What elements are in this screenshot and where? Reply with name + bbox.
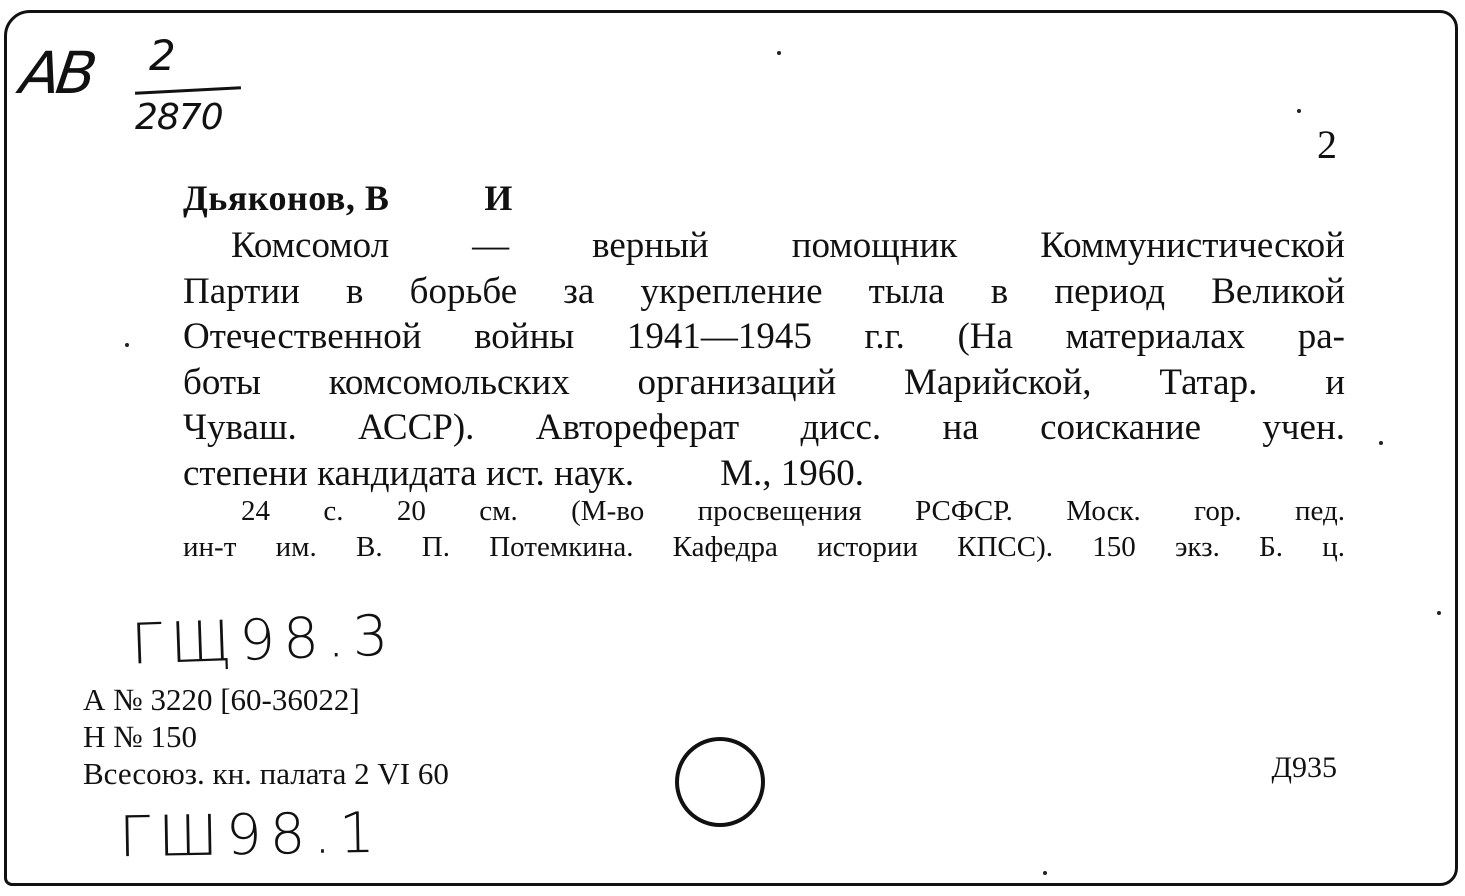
- card-punch-hole: [675, 737, 765, 827]
- scan-speck: [125, 343, 129, 347]
- fraction-numerator: 2: [149, 31, 176, 80]
- imprint-block: [83, 681, 449, 792]
- scan-speck: [777, 51, 781, 55]
- index-code: Д935: [1271, 751, 1337, 784]
- imprint-line: А № 3220 [60-36022]: [83, 682, 360, 717]
- handwritten-shelf-mark: ГЩ98.3: [129, 603, 398, 678]
- physical-line: 24 с. 20 см. (М-во просвещения РСФСР. Моск. гор. пед.: [241, 495, 1345, 527]
- description-text: степени кандидата ист. наук.: [183, 452, 635, 494]
- description-line: Чуваш. АССР). Автореферат дисс. на соискание учен.: [183, 407, 1345, 448]
- fraction-denominator: 2870: [135, 97, 223, 138]
- physical-description: [183, 493, 1345, 565]
- imprint-line: Всесоюз. кн. палата 2 VI 60: [83, 756, 449, 791]
- description-line: Партии в борьбе за укрепление тыла в период Великой: [183, 270, 1345, 312]
- description-line: Отечественной войны 1941—1945 г.г. (На материалах ра-: [183, 316, 1345, 357]
- handwritten-shelf-mark-2: ГШ98.1: [118, 800, 384, 871]
- handwritten-fraction: [135, 31, 245, 151]
- fraction-bar: [135, 86, 241, 95]
- scan-speck: [1043, 871, 1047, 875]
- scan-speck: [1437, 611, 1441, 615]
- physical-line: ин-т им. В. П. Потемкина. Кафедра истории КПСС). 150 экз. Б. ц.: [183, 531, 1345, 563]
- publication-place-year: М., 1960.: [720, 452, 865, 494]
- author-heading: Дьяконов, В И: [183, 178, 513, 218]
- scan-speck: [1297, 109, 1301, 113]
- scan-speck: [1379, 441, 1383, 445]
- imprint-line: Н № 150: [83, 719, 197, 754]
- bibliographic-description: [183, 223, 1345, 496]
- description-line-last: [183, 451, 1345, 497]
- handwritten-shelf-prefix: AB: [16, 39, 98, 107]
- card-number: 2: [1317, 122, 1337, 167]
- catalog-card: [4, 10, 1458, 886]
- description-line: боты комсомольских организаций Марийской, Татар. и: [183, 361, 1345, 403]
- description-line: Комсомол — верный помощник Коммунистической: [231, 225, 1345, 266]
